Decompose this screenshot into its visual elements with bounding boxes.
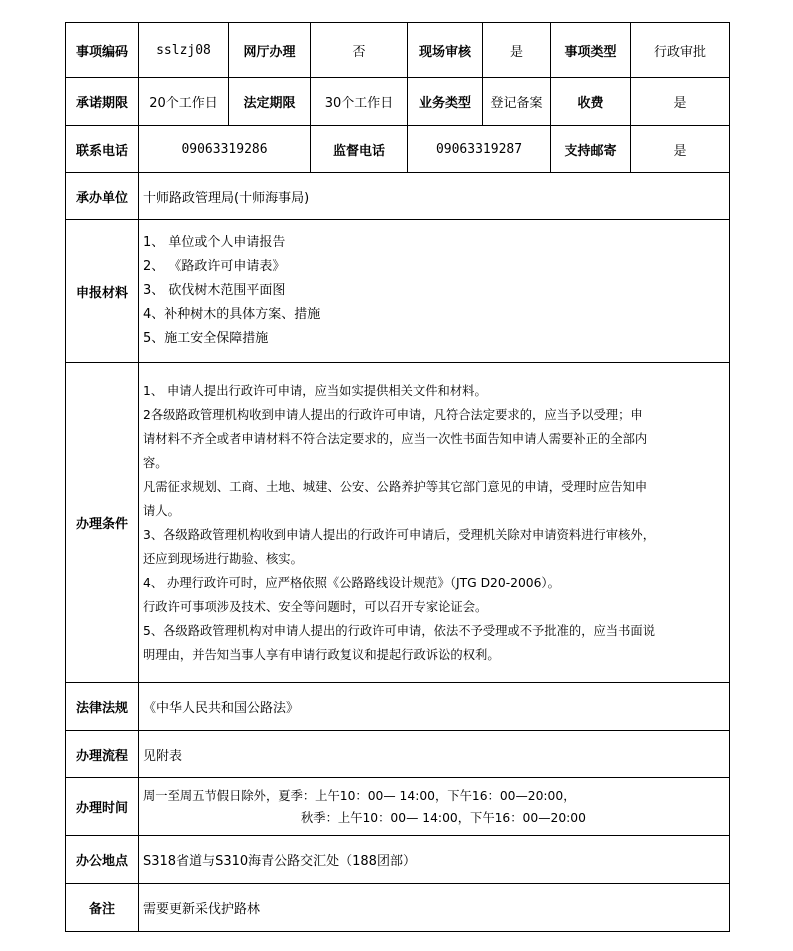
- conditions-label: 办理条件: [66, 363, 139, 683]
- row-conditions: [66, 363, 730, 683]
- note-label: 备注: [66, 884, 139, 932]
- condition-line: 凡需征求规划、工商、土地、城建、公安、公路养护等其它部门意见的申请，受理时应告知申: [143, 479, 648, 494]
- promise-period-label: 承诺期限: [66, 78, 139, 126]
- contact-phone-value: 09063319286: [139, 126, 311, 173]
- address-value: S318省道与S310海青公路交汇处（188团部）: [139, 836, 730, 884]
- condition-line: 容。: [143, 455, 168, 470]
- materials-list: [139, 220, 730, 363]
- hours-line-autumn: 秋季：上午10：00— 14:00，下午16：00—20:00: [301, 810, 586, 825]
- row-law: [66, 683, 730, 731]
- business-type-value: 登记备案: [483, 78, 551, 126]
- condition-line: 4、 办理行政许可时，应严格依照《公路路线设计规范》（JTG D20-2006）。: [143, 575, 560, 590]
- material-item: 1、 单位或个人申请报告: [143, 235, 286, 250]
- supervision-phone-label: 监督电话: [311, 126, 408, 173]
- row-materials: [66, 220, 730, 363]
- business-type-label: 业务类型: [408, 78, 483, 126]
- hours-label: 办理时间: [66, 778, 139, 836]
- material-item: 5、施工安全保障措施: [143, 331, 269, 346]
- address-label: 办公地点: [66, 836, 139, 884]
- row-hours: [66, 778, 730, 836]
- item-type-value: 行政审批: [631, 23, 730, 78]
- row-deadlines: [66, 78, 730, 126]
- item-code-value: sslzj08: [139, 23, 229, 78]
- law-value: 《中华人民共和国公路法》: [139, 683, 730, 731]
- law-label: 法律法规: [66, 683, 139, 731]
- fee-value: 是: [631, 78, 730, 126]
- material-item: 3、 砍伐树木范围平面图: [143, 283, 286, 298]
- item-code-label: 事项编码: [66, 23, 139, 78]
- condition-line: 1、 申请人提出行政许可申请，应当如实提供相关文件和材料。: [143, 383, 487, 398]
- online-hall-value: 否: [311, 23, 408, 78]
- row-address: [66, 836, 730, 884]
- condition-line: 请材料不齐全或者申请材料不符合法定要求的，应当一次性书面告知申请人需要补正的全部内: [143, 431, 648, 446]
- material-item: 4、补种树木的具体方案、措施: [143, 307, 321, 322]
- row-note: [66, 884, 730, 932]
- condition-line: 明理由，并告知当事人享有申请行政复议和提起行政诉讼的权利。: [143, 647, 500, 662]
- contact-phone-label: 联系电话: [66, 126, 139, 173]
- material-item: 2、 《路政许可申请表》: [143, 259, 286, 274]
- process-value: 见附表: [139, 731, 730, 778]
- condition-line: 2各级路政管理机构收到申请人提出的行政许可申请，凡符合法定要求的，应当予以受理；申: [143, 407, 643, 422]
- mail-support-label: 支持邮寄: [551, 126, 631, 173]
- condition-line: 3、各级路政管理机构收到申请人提出的行政许可申请后，受理机关除对申请资料进行审核外，: [143, 527, 655, 542]
- service-item-table: [65, 22, 730, 932]
- supervision-phone-value: 09063319287: [408, 126, 551, 173]
- unit-label: 承办单位: [66, 173, 139, 220]
- conditions-text: [139, 363, 730, 683]
- hours-value: [139, 778, 730, 836]
- promise-period-value: 20个工作日: [139, 78, 229, 126]
- condition-line: 5、各级路政管理机构对申请人提出的行政许可申请，依法不予受理或不予批准的，应当书面说: [143, 623, 655, 638]
- unit-value: 十师路政管理局(十师海事局): [139, 173, 730, 220]
- note-value: 需要更新采伐护路林: [139, 884, 730, 932]
- legal-period-value: 30个工作日: [311, 78, 408, 126]
- materials-label: 申报材料: [66, 220, 139, 363]
- online-hall-label: 网厅办理: [229, 23, 311, 78]
- fee-label: 收费: [551, 78, 631, 126]
- condition-line: 请人。: [143, 503, 180, 518]
- hours-line-summer: 周一至周五节假日除外，夏季：上午10：00— 14:00，下午16：00—20:00，: [143, 788, 576, 803]
- condition-line: 还应到现场进行勘验、核实。: [143, 551, 303, 566]
- onsite-review-label: 现场审核: [408, 23, 483, 78]
- row-unit: [66, 173, 730, 220]
- condition-line: 行政许可事项涉及技术、安全等问题时，可以召开专家论证会。: [143, 599, 488, 614]
- row-basic-info: [66, 23, 730, 78]
- legal-period-label: 法定期限: [229, 78, 311, 126]
- mail-support-value: 是: [631, 126, 730, 173]
- process-label: 办理流程: [66, 731, 139, 778]
- onsite-review-value: 是: [483, 23, 551, 78]
- row-contacts: [66, 126, 730, 173]
- row-process: [66, 731, 730, 778]
- item-type-label: 事项类型: [551, 23, 631, 78]
